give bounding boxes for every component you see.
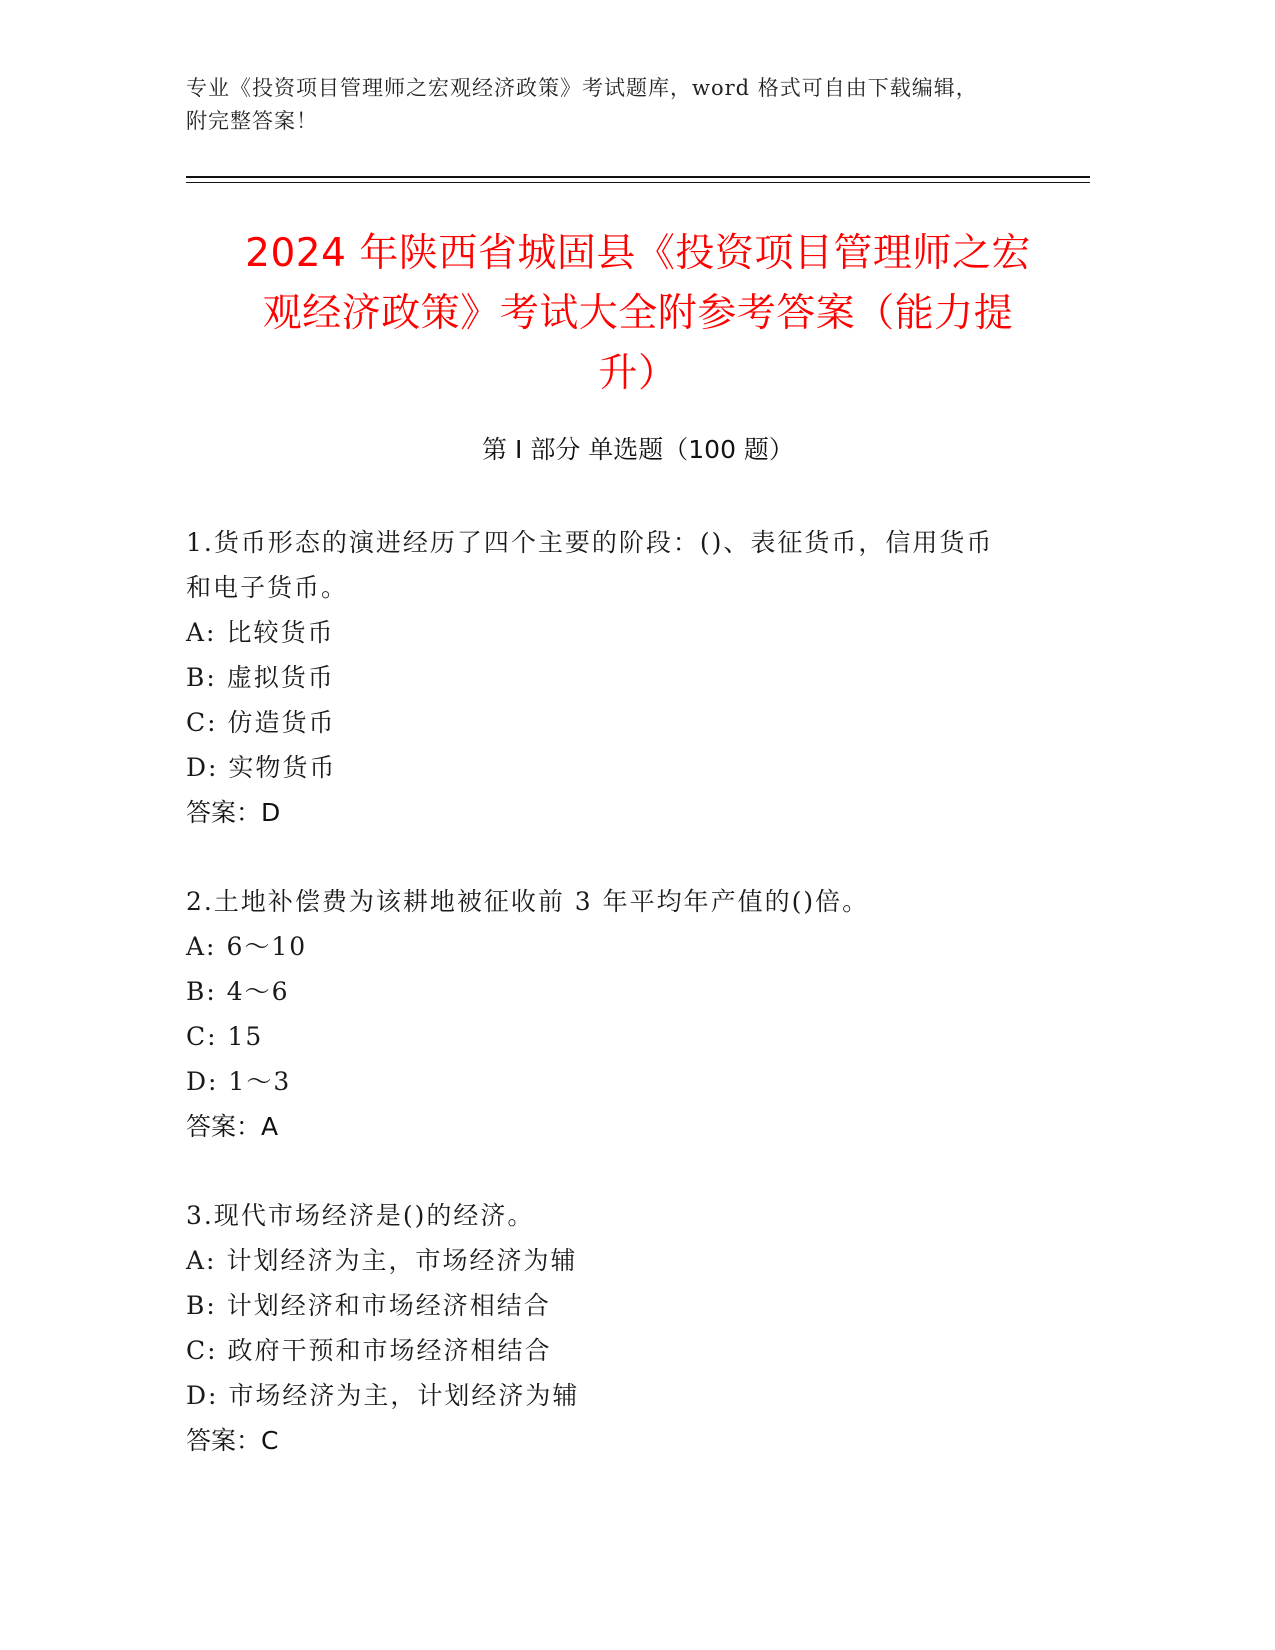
option-a bbox=[186, 610, 1090, 655]
option-text: 实物货币 bbox=[228, 753, 337, 782]
header-rule-thick bbox=[186, 176, 1090, 178]
option-letter: C: bbox=[186, 1022, 218, 1051]
question-3 bbox=[186, 1193, 1090, 1463]
option-letter: B: bbox=[186, 1291, 217, 1320]
option-text: 计划经济和市场经济相结合 bbox=[226, 1291, 551, 1320]
option-text: 1～3 bbox=[228, 1067, 292, 1096]
option-b bbox=[186, 969, 1090, 1014]
option-letter: B: bbox=[186, 663, 217, 692]
option-text: 4～6 bbox=[226, 977, 290, 1006]
option-d bbox=[186, 745, 1090, 790]
option-b bbox=[186, 1283, 1090, 1328]
answer-line: 答案：A bbox=[186, 1112, 279, 1141]
option-c bbox=[186, 700, 1090, 745]
option-c bbox=[186, 1328, 1090, 1373]
option-text: 仿造货币 bbox=[227, 708, 336, 737]
option-text: 政府干预和市场经济相结合 bbox=[227, 1336, 552, 1365]
option-letter: A: bbox=[186, 932, 217, 961]
answer-line: 答案：D bbox=[186, 798, 281, 827]
option-a bbox=[186, 1238, 1090, 1283]
option-letter: C: bbox=[186, 708, 218, 737]
option-c bbox=[186, 1014, 1090, 1059]
title-line-1: 2024 年陕西省城固县《投资项目管理师之宏 bbox=[245, 231, 1031, 276]
option-b bbox=[186, 655, 1090, 700]
question-list bbox=[186, 520, 1090, 1507]
question-stem-continuation: 和电子货币。 bbox=[186, 573, 349, 602]
header-note-line-1: 专业《投资项目管理师之宏观经济政策》考试题库，word 格式可自由下载编辑， bbox=[186, 76, 978, 100]
option-letter: A: bbox=[186, 1246, 217, 1275]
option-letter: D: bbox=[186, 1067, 219, 1096]
option-letter: D: bbox=[186, 1381, 219, 1410]
option-letter: A: bbox=[186, 618, 217, 647]
option-d bbox=[186, 1059, 1090, 1104]
header-note-line-2: 附完整答案！ bbox=[186, 109, 318, 133]
title-line-3: 升） bbox=[598, 351, 678, 396]
answer-line: 答案：C bbox=[186, 1426, 279, 1455]
option-text: 15 bbox=[227, 1022, 264, 1051]
header-note bbox=[186, 72, 1086, 138]
option-text: 6～10 bbox=[226, 932, 308, 961]
option-d bbox=[186, 1373, 1090, 1418]
option-text: 比较货币 bbox=[226, 618, 335, 647]
section-heading: 第 I 部分 单选题（100 题） bbox=[482, 435, 794, 464]
document-title bbox=[186, 224, 1090, 404]
option-letter: B: bbox=[186, 977, 217, 1006]
question-stem: 1.货币形态的演进经历了四个主要的阶段：()、表征货币，信用货币 bbox=[186, 528, 994, 557]
question-stem: 3.现代市场经济是()的经济。 bbox=[186, 1201, 535, 1230]
option-text: 虚拟货币 bbox=[226, 663, 335, 692]
header-rule-thin bbox=[186, 182, 1090, 183]
question-1 bbox=[186, 520, 1090, 835]
option-letter: C: bbox=[186, 1336, 218, 1365]
option-text: 计划经济为主，市场经济为辅 bbox=[226, 1246, 578, 1275]
question-2 bbox=[186, 879, 1090, 1149]
title-line-2: 观经济政策》考试大全附参考答案（能力提 bbox=[262, 291, 1014, 336]
option-text: 市场经济为主，计划经济为辅 bbox=[228, 1381, 580, 1410]
option-a bbox=[186, 924, 1090, 969]
question-stem: 2.土地补偿费为该耕地被征收前 3 年平均年产值的()倍。 bbox=[186, 887, 870, 916]
option-letter: D: bbox=[186, 753, 219, 782]
